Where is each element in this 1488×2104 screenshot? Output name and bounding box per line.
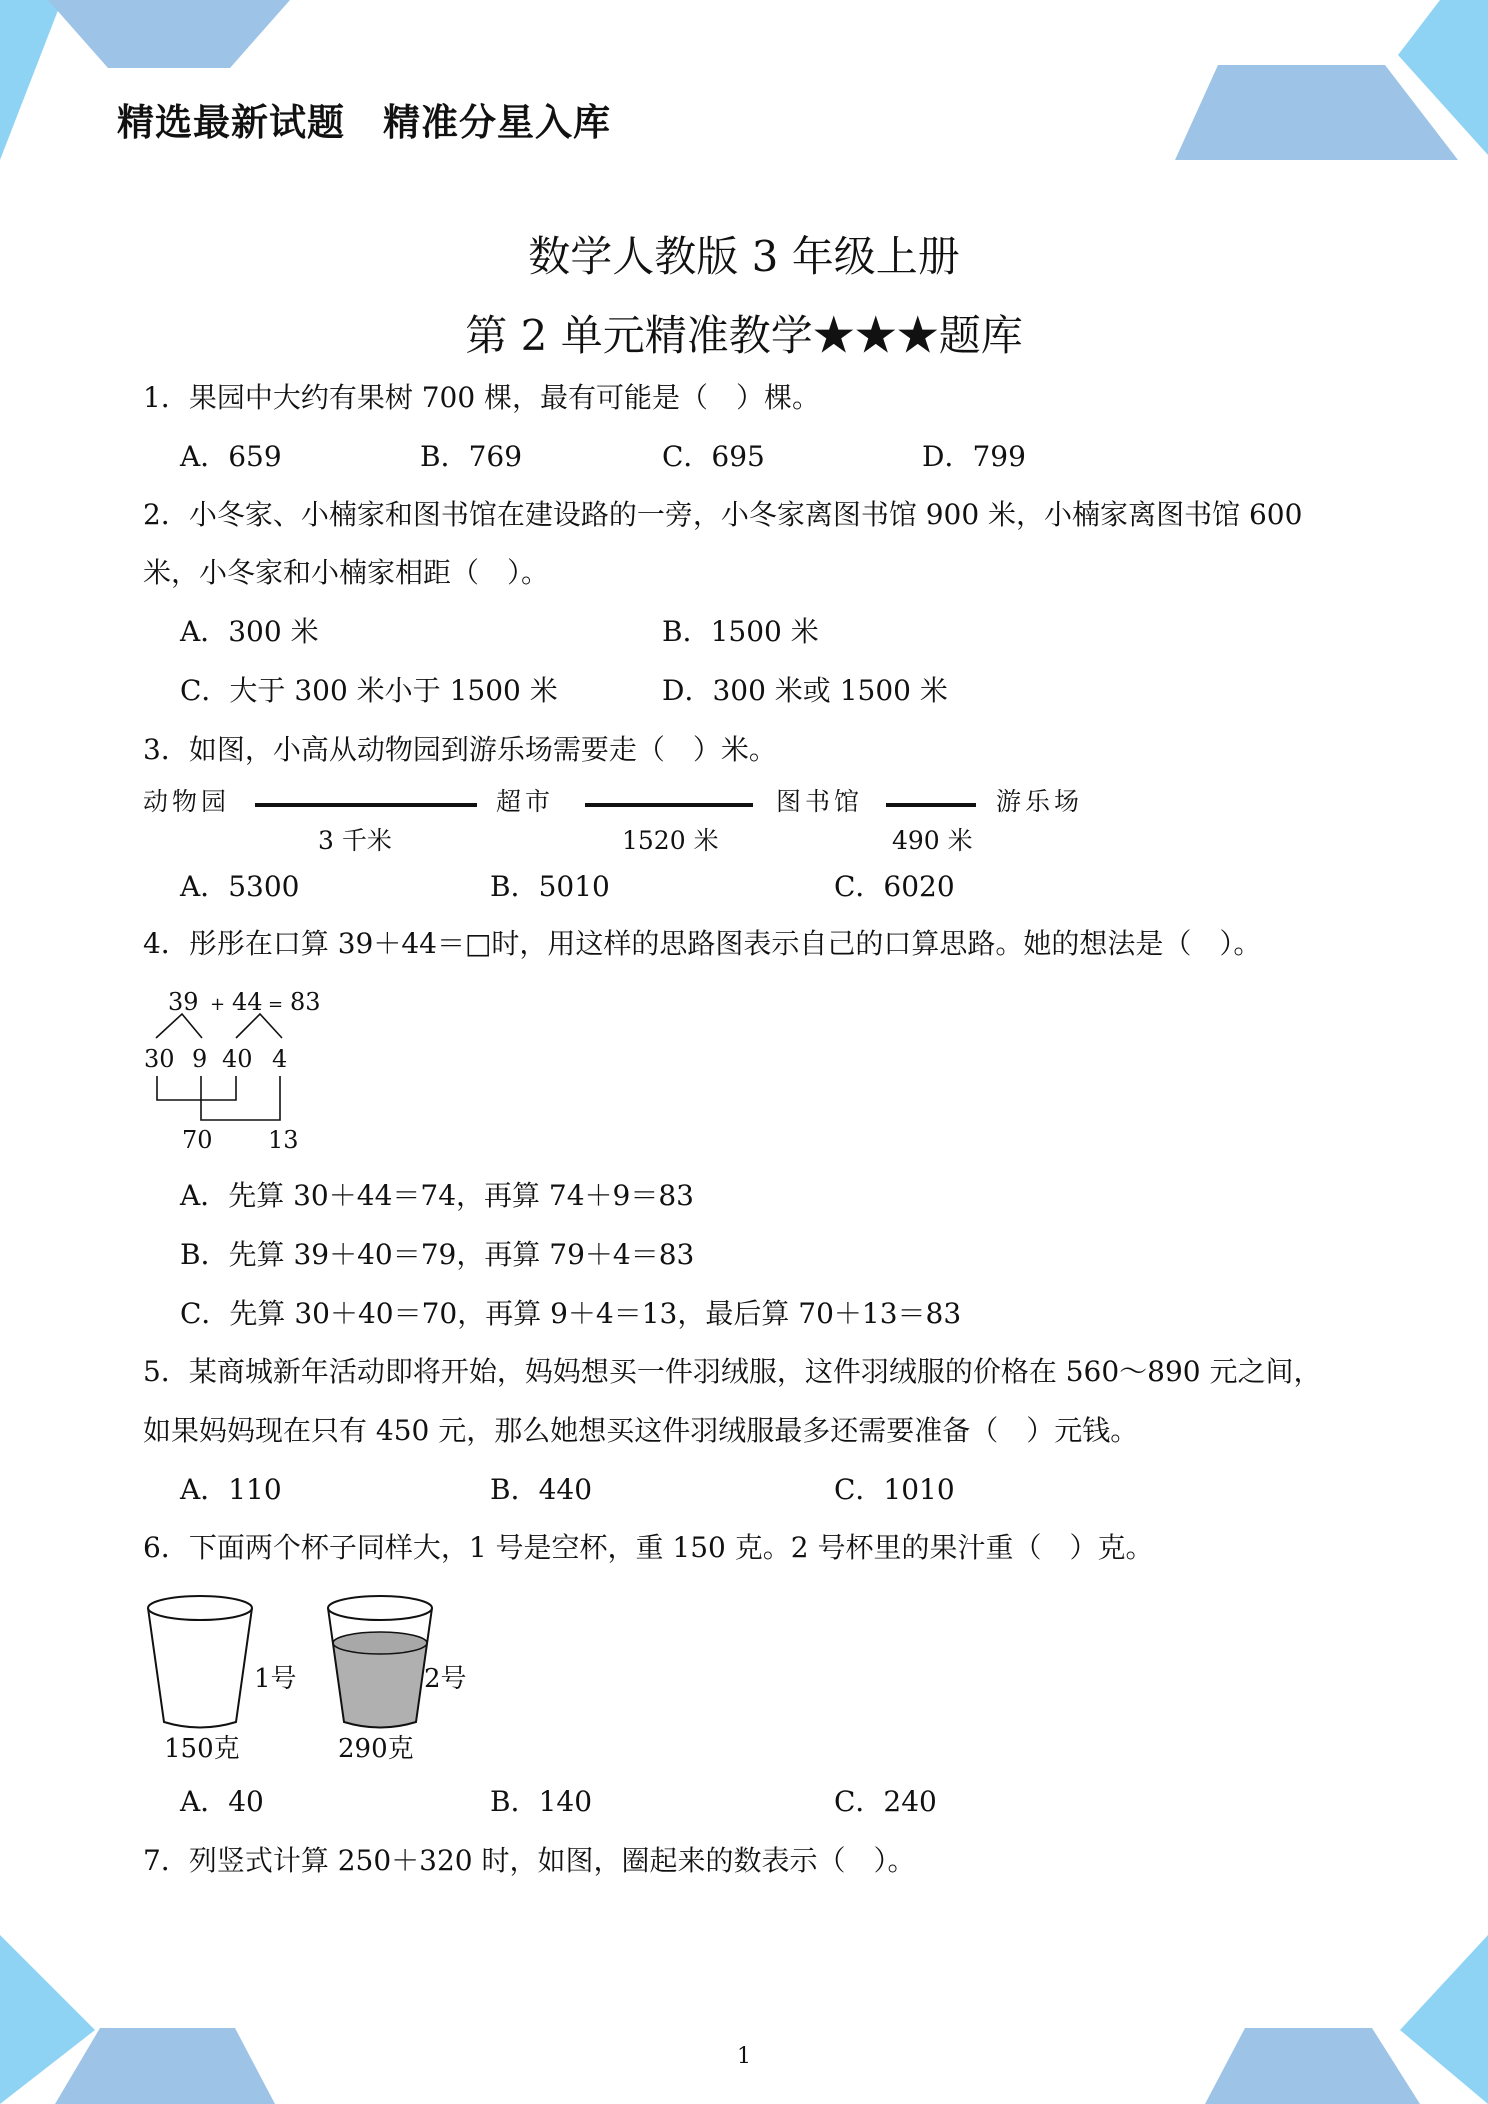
route-segment-1 xyxy=(255,803,477,807)
cup-1-weight: 150克 xyxy=(164,1734,240,1764)
page-number: 1 xyxy=(737,2044,751,2069)
place-amusement-park: 游乐场 xyxy=(996,787,1084,816)
distance-2: 1520 米 xyxy=(622,826,719,855)
diagram-addend-2: 44 xyxy=(232,988,263,1016)
cups-diagram xyxy=(140,1585,480,1770)
q5-option-a[interactable]: A．110 xyxy=(180,1473,282,1506)
q2-stem-line2: 米，小冬家和小楠家相距（ ）。 xyxy=(143,556,550,589)
q2-option-b[interactable]: B．1500 米 xyxy=(662,615,819,648)
q1-option-c[interactable]: C．695 xyxy=(662,440,765,473)
split-branch-44 xyxy=(236,1014,282,1038)
header-slogan: 精选最新试题 精准分星入库 xyxy=(117,101,611,144)
diagram-sum-13: 13 xyxy=(268,1126,299,1154)
q3-option-a[interactable]: A．5300 xyxy=(180,870,300,903)
diagram-split-40: 40 xyxy=(222,1045,253,1073)
q7-stem: 7．列竖式计算 250＋320 时，如图，圈起来的数表示（ ）。 xyxy=(143,1844,916,1877)
q3-stem: 3．如图，小高从动物园到游乐场需要走（ ）米。 xyxy=(143,733,777,766)
place-supermarket: 超市 xyxy=(496,787,555,816)
cup-1-label: 1号 xyxy=(254,1664,297,1694)
cup-2 xyxy=(328,1596,432,1728)
q5-option-c[interactable]: C．1010 xyxy=(834,1473,955,1506)
diagram-equals: = xyxy=(268,994,284,1015)
cup-2-weight: 290克 xyxy=(338,1734,414,1764)
q4-option-a[interactable]: A．先算 30＋44＝74，再算 74＋9＝83 xyxy=(180,1179,694,1212)
diagram-addend-1: 39 xyxy=(168,988,199,1016)
diagram-sum-70: 70 xyxy=(182,1126,213,1154)
route-segment-3 xyxy=(886,803,976,807)
place-zoo: 动物园 xyxy=(143,787,231,816)
bracket-ones xyxy=(201,1076,280,1120)
bottom-right-triangle xyxy=(1400,1935,1488,2104)
diagram-split-9: 9 xyxy=(192,1045,208,1073)
q1-option-d[interactable]: D．799 xyxy=(922,440,1026,473)
q6-option-c[interactable]: C．240 xyxy=(834,1785,937,1818)
juice-fill xyxy=(333,1643,427,1728)
q4-option-c[interactable]: C．先算 30＋40＝70，再算 9＋4＝13，最后算 70＋13＝83 xyxy=(180,1297,962,1330)
q1-option-a[interactable]: A．659 xyxy=(180,440,282,473)
cup-1 xyxy=(148,1596,252,1728)
bracket-tens xyxy=(157,1076,236,1100)
cup-2-label: 2号 xyxy=(424,1664,467,1694)
q5-stem-line1: 5．某商城新年活动即将开始，妈妈想买一件羽绒服，这件羽绒服的价格在 560～890 元之间， xyxy=(143,1355,1322,1388)
q3-option-b[interactable]: B．5010 xyxy=(490,870,610,903)
diagram-split-30: 30 xyxy=(144,1045,175,1073)
distance-1: 3 千米 xyxy=(318,826,392,855)
q5-option-b[interactable]: B．440 xyxy=(490,1473,593,1506)
q2-option-a[interactable]: A．300 米 xyxy=(180,615,319,648)
q4-option-b[interactable]: B．先算 39＋40＝79，再算 79＋4＝83 xyxy=(180,1238,695,1271)
q1-option-b[interactable]: B．769 xyxy=(420,440,523,473)
q5-stem-line2: 如果妈妈现在只有 450 元，那么她想买这件羽绒服最多还需要准备（ ）元钱。 xyxy=(143,1414,1139,1447)
page-subtitle: 第 2 单元精准教学★★★题库 xyxy=(465,311,1023,360)
route-segment-2 xyxy=(585,803,753,807)
page-title: 数学人教版 3 年级上册 xyxy=(528,232,960,281)
q2-option-c[interactable]: C．大于 300 米小于 1500 米 xyxy=(180,674,558,707)
q1-stem: 1．果园中大约有果树 700 棵，最有可能是（ ）棵。 xyxy=(143,381,821,414)
q6-option-b[interactable]: B．140 xyxy=(490,1785,593,1818)
top-left-triangle xyxy=(0,0,62,160)
diagram-plus: + xyxy=(210,994,226,1015)
top-left-trapezoid xyxy=(48,0,290,68)
q2-stem-line1: 2．小冬家、小楠家和图书馆在建设路的一旁，小冬家离图书馆 900 米，小楠家离图书馆 600 xyxy=(143,498,1303,531)
place-library: 图书馆 xyxy=(776,787,864,816)
split-branch-39 xyxy=(156,1014,202,1038)
diagram-split-4: 4 xyxy=(272,1045,288,1073)
diagram-result: 83 xyxy=(290,988,321,1016)
q4-stem: 4．彤彤在口算 39＋44＝□时，用这样的思路图表示自己的口算思路。她的想法是（ ）。 xyxy=(143,927,1262,960)
top-right-trapezoid xyxy=(1175,65,1458,160)
q3-option-c[interactable]: C．6020 xyxy=(834,870,955,903)
q6-option-a[interactable]: A．40 xyxy=(180,1785,264,1818)
distance-3: 490 米 xyxy=(892,826,973,855)
q6-stem: 6．下面两个杯子同样大，1 号是空杯，重 150 克。2 号杯里的果汁重（ ）克。 xyxy=(143,1531,1154,1564)
q2-option-d[interactable]: D．300 米或 1500 米 xyxy=(662,674,948,707)
mental-math-diagram xyxy=(140,980,360,1160)
